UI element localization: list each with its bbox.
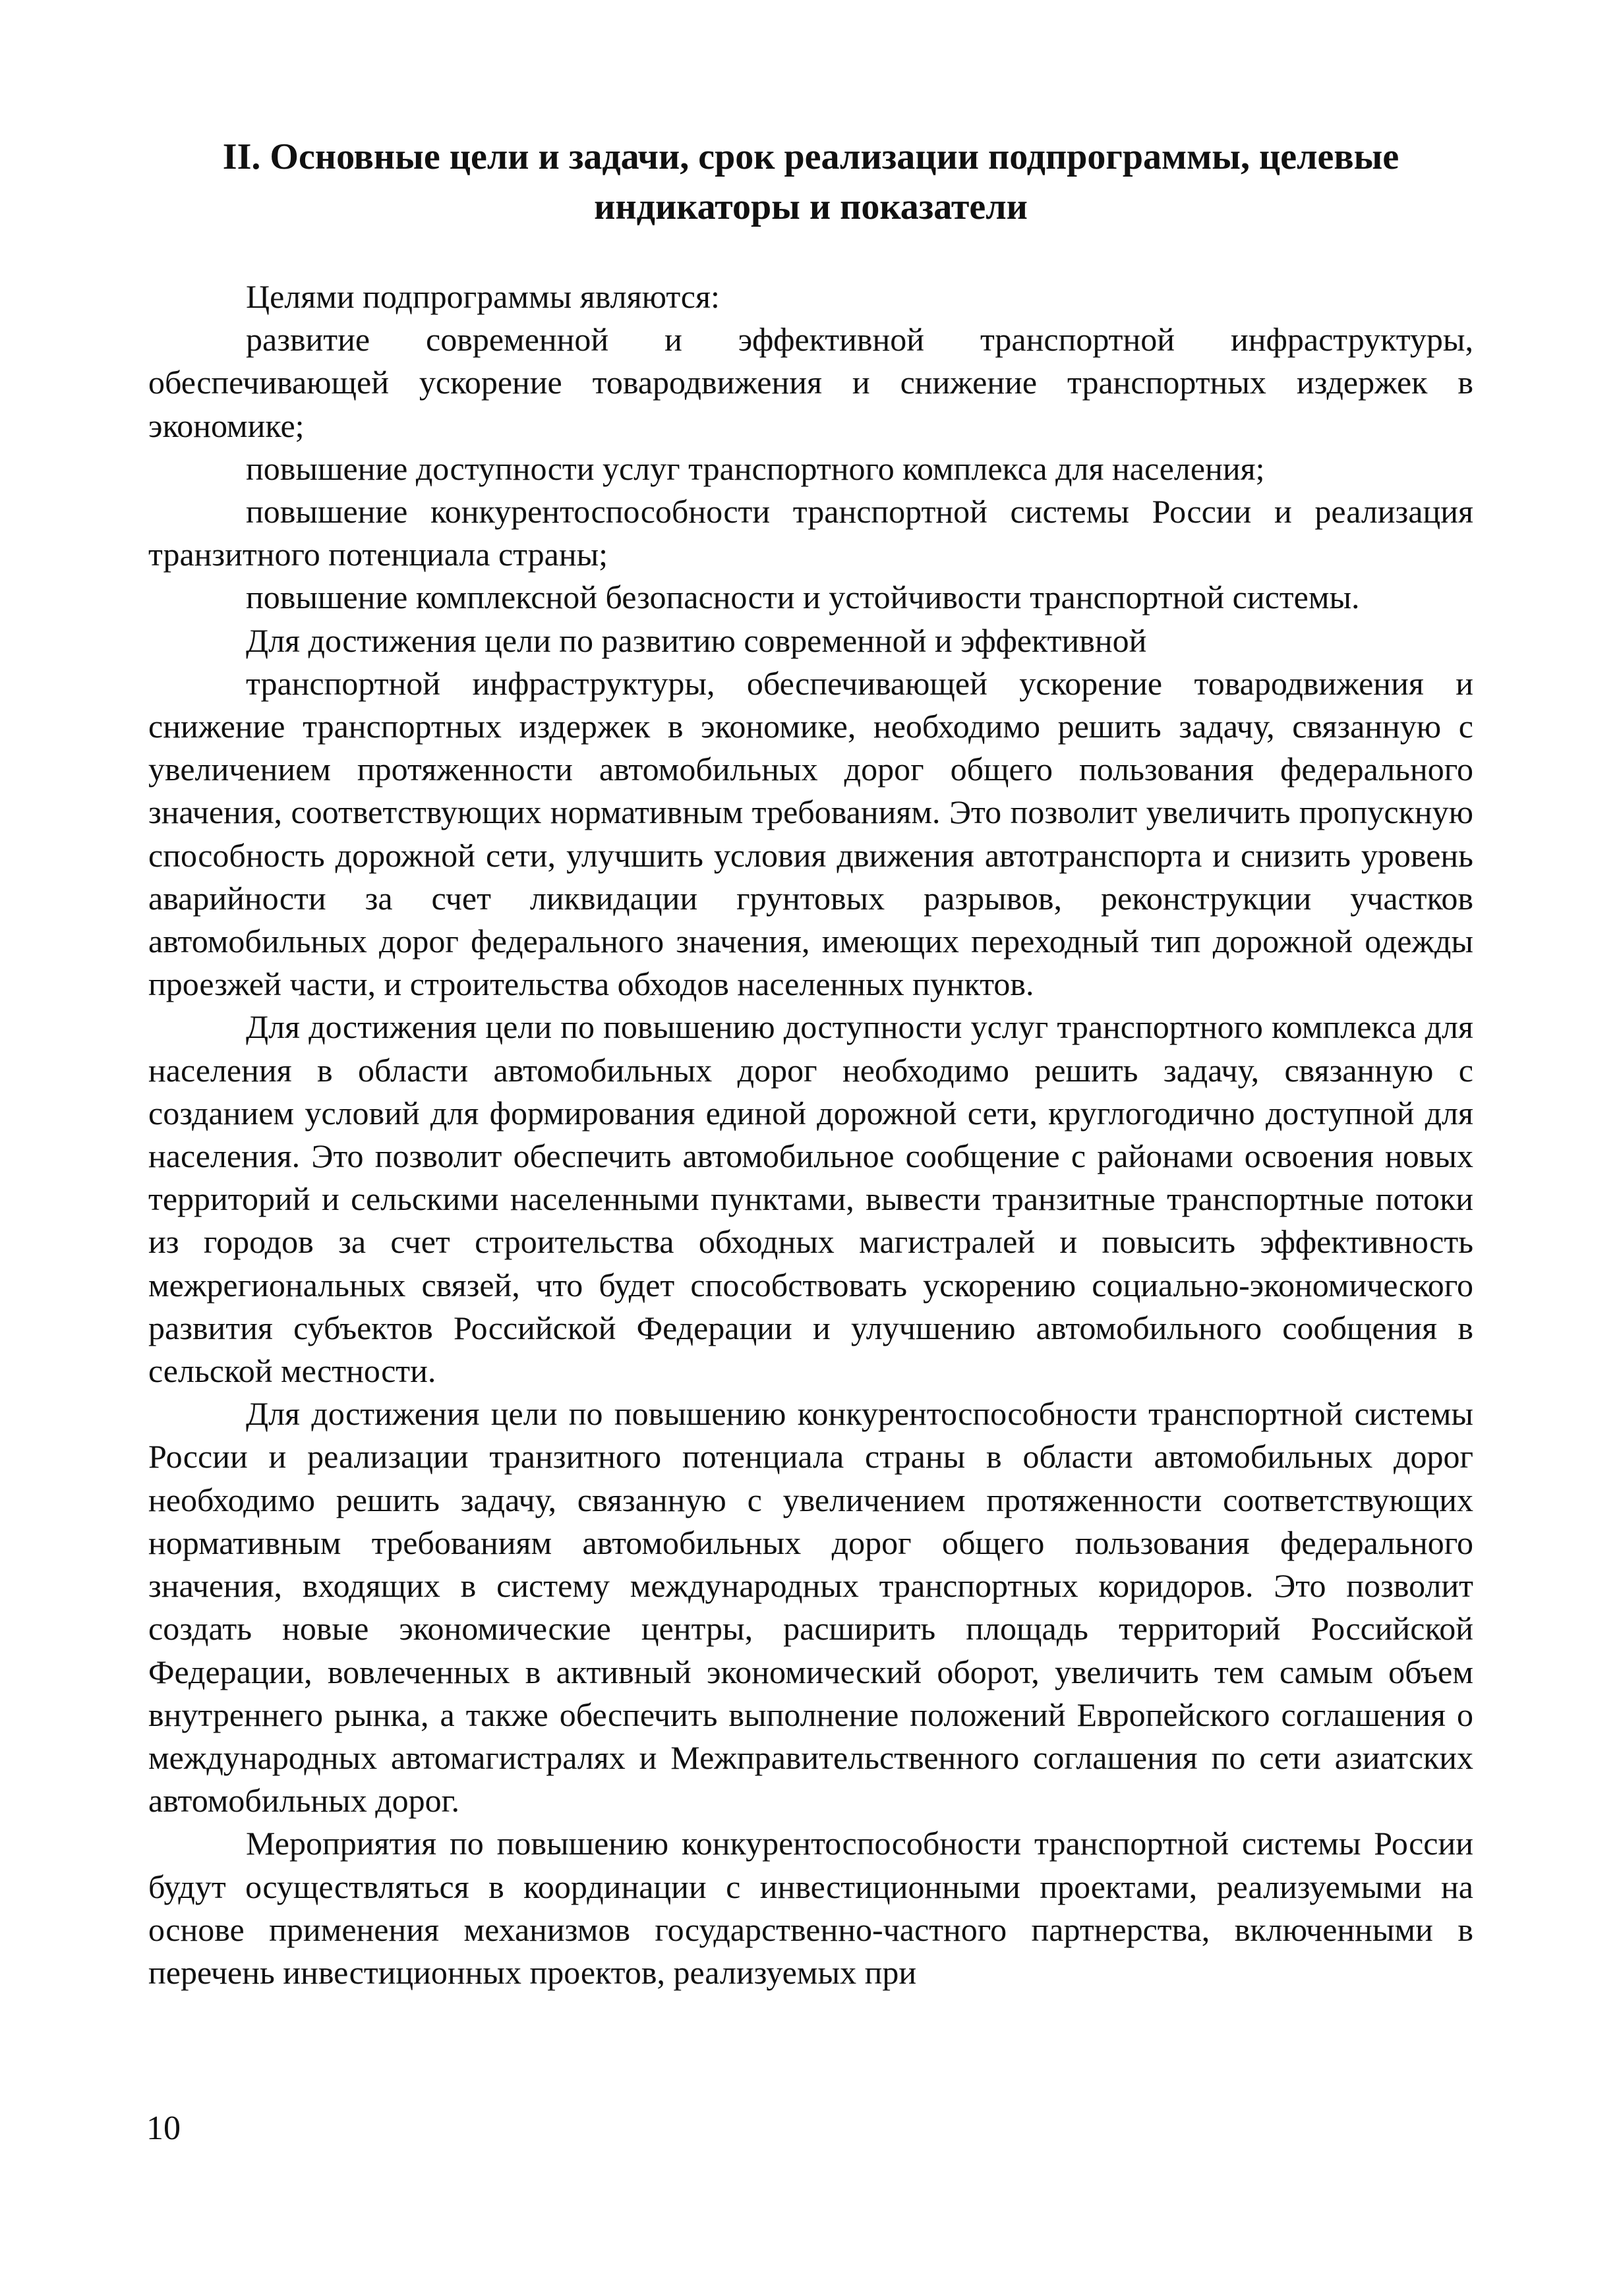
paragraph-competitiveness: Для достижения цели по повышению конкурентоспособности транспортной системы России и реализации транзитного потенциала страны в области автомобильных дорог необходимо решить задачу, связанную с увеличением протяженности соответствующих нормативным требованиям автомобильных дорог общего пользования федерального значения, входящих в систему международных транспортных коридоров. Это позволит создать новые экономические центры, расширить площадь территорий Российской Федерации, вовлеченных в активный экономический оборот, увеличить тем самым объем внутреннего рынка, а также обеспечить выполнение положений Европейского соглашения о международных автомагистралях и Межправительственного соглашения по сети азиатских автомобильных дорог.: [148, 1395, 1473, 1820]
paragraph-goal-3: повышение конкурентоспособности транспортной системы России и реализация транзитного потенциала страны;: [148, 493, 1473, 573]
section-heading-line-1: II. Основные цели и задачи, срок реализации подпрограммы, целевые: [222, 136, 1399, 177]
paragraph-goals-intro: Целями подпрограммы являются:: [246, 278, 720, 315]
paragraph-accessibility: Для достижения цели по повышению доступности услуг транспортного комплекса для населения в области автомобильных дорог необходимо решить задачу, связанную с созданием условий для формирования единой дорожной сети, круглогодично доступной для населения. Это позволит обеспечить автомобильное сообщение с районами освоения новых территорий и сельскими населенными пунктами, вывести транзитные транспортные потоки из городов за счет строительства обходных магистралей и повысить эффективность межрегиональных связей, что будет способствовать ускорению социально-экономического развития субъектов Российской Федерации и улучшению автомобильного сообщения в сельской местности.: [148, 1008, 1473, 1390]
paragraph-measures: Мероприятия по повышению конкурентоспособности транспортной системы России будут осуществляться в координации с инвестиционными проектами, реализуемыми на основе применения механизмов государственно-частного партнерства, включенными в перечень инвестиционных проектов, реализуемых при: [148, 1825, 1473, 1991]
section-heading: [148, 132, 1473, 232]
paragraph-goal-1: развитие современной и эффективной транспортной инфраструктуры, обеспечивающей ускорение товародвижения и снижение транспортных издержек в экономике;: [148, 321, 1473, 444]
paragraph-infrastructure: транспортной инфраструктуры, обеспечивающей ускорение товародвижения и снижение транспортных издержек в экономике, необходимо решить задачу, связанную с увеличением протяженности автомобильных дорог общего пользования федерального значения, соответствующих нормативным требованиям. Это позволит увеличить пропускную способность дорожной сети, улучшить условия движения автотранспорта и снизить уровень аварийности за счет ликвидации грунтовых разрывов, реконструкции участков автомобильных дорог федерального значения, имеющих переходный тип дорожной одежды проезжей части, и строительства обходов населенных пунктов.: [148, 664, 1473, 1003]
paragraph-goal-4: повышение комплексной безопасности и устойчивости транспортной системы.: [246, 579, 1360, 616]
body-text: [148, 275, 1473, 1994]
section-heading-line-2: индикаторы и показатели: [594, 187, 1028, 227]
paragraph-goal-2: повышение доступности услуг транспортного комплекса для населения;: [246, 449, 1265, 487]
paragraph-infrastructure-lead: Для достижения цели по развитию современной и эффективной: [246, 621, 1147, 659]
page-number: 10: [146, 2109, 181, 2147]
